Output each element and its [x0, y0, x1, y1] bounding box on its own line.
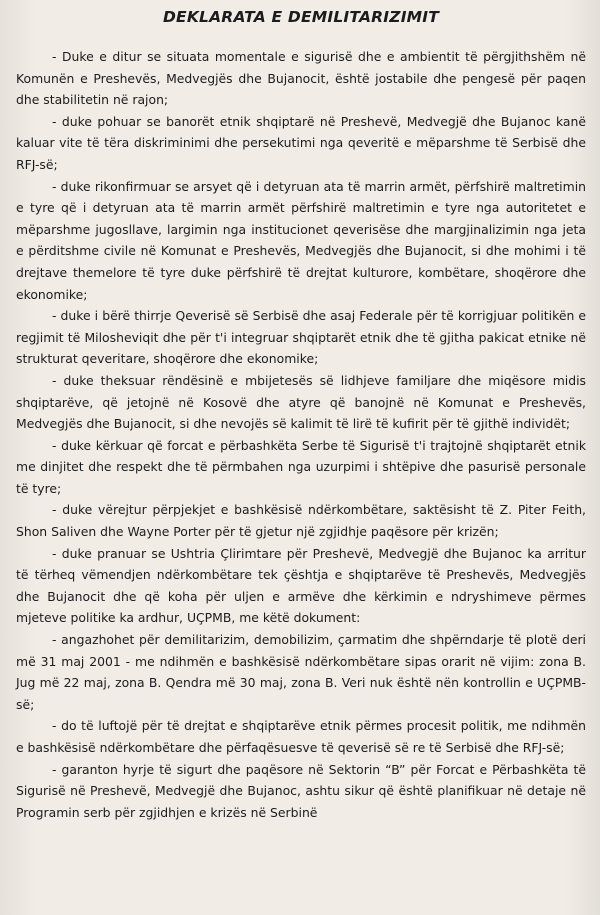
paragraph-discrimination: - duke pohuar se banorët etnik shqiptarë në Preshevë, Medvegjë dhe Bujanoc kanë kaluar vite të tëra diskriminimi dhe persekutimi nga qeveritë e mëparshme të Serbisë dhe RFJ-së; — [16, 113, 586, 172]
document-body — [16, 46, 586, 823]
paragraph-call-to-government: - duke i bërë thirrje Qeverisë së Serbisë dhe asaj Federale për të korrigjuar politikën e regjimit të Milosheviqit dhe për t'i integruar shqiptarët etnik dhe të gjitha pakicat etnike në strukturat qeveritare, shoqërore dhe ekonomike; — [16, 308, 586, 367]
paragraph-demilitarization-commitment: - angazhohet për demilitarizim, demobilizim, çarmatim dhe shpërndarje të plotë deri më 31 maj 2001 - me ndihmën e bashkësisë ndërkombëtare sipas orarit në vijim: zona B. Jug më 22 maj, zona B. Qendra më 30 maj, zona B. Veri nuk është nën kontrollin e UÇPMB-së; — [16, 632, 586, 712]
paragraph-international-efforts: - duke vërejtur përpjekjet e bashkësisë ndërkombëtare, saktësisht të Z. Piter Feith, Shon Saliven dhe Wayne Porter për të gjetur një zgjidhje paqësore për krizën; — [16, 502, 586, 540]
paragraph-situation: - Duke e ditur se situata momentale e sigurisë dhe e ambientit të përgjithshëm në Komunën e Preshevës, Medvegjës dhe Bujanocit, është jostabile dhe pengesë për paqen dhe stabilitetin në rajon; — [16, 49, 586, 108]
paragraph-political-process: - do të luftojë për të drejtat e shqiptarëve etnik përmes procesit politik, me ndihmën e bashkësisë ndërkombëtare dhe përfaqësuesve të qeverisë së re të Serbisë dhe RFJ-së; — [16, 718, 586, 755]
paragraph-security-forces: - duke kërkuar që forcat e përbashkëta Serbe të Sigurisë t'i trajtojnë shqiptarët etnik me dinjitet dhe respekt dhe të përmbahen nga uzurpimi i shtëpive dhe pasurisë personale të tyre; — [16, 437, 586, 496]
paragraph-family-ties: - duke theksuar rëndësinë e mbijetesës së lidhjeve familjare dhe miqësore midis shqiptarëve, që jetojnë në Kosovë dhe atyre që banojnë në Komunat e Preshevës, Medvegjës dhe Bujanocit, si dhe nevojës së kalimit të lirë të kufirit për të gjithë individët; — [16, 372, 586, 432]
paragraph-safe-entry: - garanton hyrje të sigurt dhe paqësore në Sektorin “B” për Forcat e Përbashkëta të Sigurisë në Preshevë, Medvegjë dhe Bujanoc, ashtu sikur që është planifikuar në detaje në Programin serb për zgjidhjen e krizës në Serbinë — [16, 761, 586, 820]
paragraph-reasons: - duke rikonfirmuar se arsyet që i detyruan ata të marrin armët, përfshirë maltretimin e tyre që i detyruan ata të marrin armët përfshirë maltretimin e tyre nga autoritetet e mëparshme jugosllave, largimin nga institucionet qeverisëse dhe margjinalizimin nga jeta e përditshme civile në Komunat e Preshevës, Medvegjës dhe Bujanocit, si dhe mohimi i të drejtave themelore të tyre duke përfshirë të drejtat kulturore, kombëtare, shoqërore dhe ekonomike; — [16, 178, 586, 302]
paragraph-ucpmb-declaration: - duke pranuar se Ushtria Çlirimtare për Preshevë, Medvegjë dhe Bujanoc ka arritur të tërheq vëmendjen ndërkombëtare tek çështja e shqiptarëve të Preshevës, Medvegjës dhe Bujanocit dhe që koha për uljen e armëve dhe kërkimin e ndryshimeve përmes mjeteve politike ka ardhur, UÇPMB, me këtë dokument: — [16, 545, 586, 626]
document-title: DEKLARATA E DEMILITARIZIMIT — [162, 8, 440, 26]
